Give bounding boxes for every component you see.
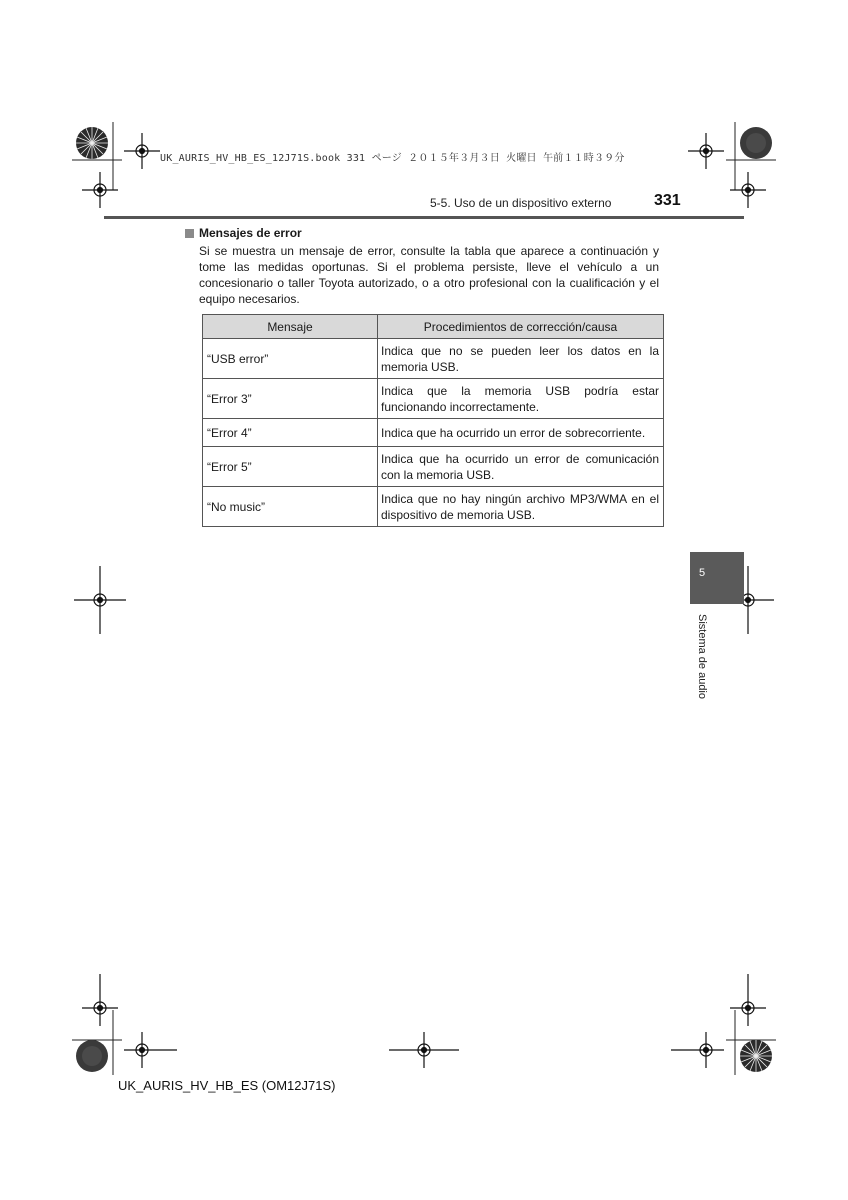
section-heading-text: Mensajes de error (199, 226, 302, 240)
chapter-title: Sistema de audio (696, 614, 708, 699)
message-cell: “No music” (203, 487, 378, 527)
message-cell: “Error 3” (203, 379, 378, 419)
running-header-title: 5-5. Uso de un dispositivo externo (430, 196, 612, 210)
page-number: 331 (654, 192, 681, 209)
footer-document-code: UK_AURIS_HV_HB_ES (OM12J71S) (118, 1078, 336, 1093)
error-messages-table (202, 314, 664, 527)
message-cell: “USB error” (203, 339, 378, 379)
description-cell: Indica que no hay ningún archivo MP3/WMA en el dispositivo de memoria USB. (378, 487, 664, 527)
table-row (203, 447, 664, 487)
description-cell: Indica que no se pueden leer los datos en la memoria USB. (378, 339, 664, 379)
description-cell: Indica que la memoria USB podría estar funcionando incorrectamente. (378, 379, 664, 419)
table-row (203, 379, 664, 419)
section-heading (185, 226, 302, 240)
column-header-message: Mensaje (203, 315, 378, 339)
heading-square-icon (185, 229, 194, 238)
header-rule (104, 216, 744, 219)
chapter-number: 5 (699, 567, 706, 579)
intro-paragraph: Si se muestra un mensaje de error, consulte la tabla que aparece a continuación y tome las medidas oportunas. Si el problema persiste, lleve el vehículo a un concesionario o taller Toyota autorizado, o a otro profesional con la cualificación y el equipo necesarios. (199, 244, 659, 306)
table-header-row (203, 315, 664, 339)
print-metadata-line: UK_AURIS_HV_HB_ES_12J71S.book 331 ページ ２０１５年３月３日 火曜日 午前１１時３９分 (160, 153, 625, 164)
column-header-correction: Procedimientos de corrección/causa (378, 315, 664, 339)
description-cell: Indica que ha ocurrido un error de sobrecorriente. (378, 419, 664, 447)
table-row (203, 339, 664, 379)
table-row (203, 419, 664, 447)
table-row (203, 487, 664, 527)
message-cell: “Error 4” (203, 419, 378, 447)
description-cell: Indica que ha ocurrido un error de comunicación con la memoria USB. (378, 447, 664, 487)
message-cell: “Error 5” (203, 447, 378, 487)
